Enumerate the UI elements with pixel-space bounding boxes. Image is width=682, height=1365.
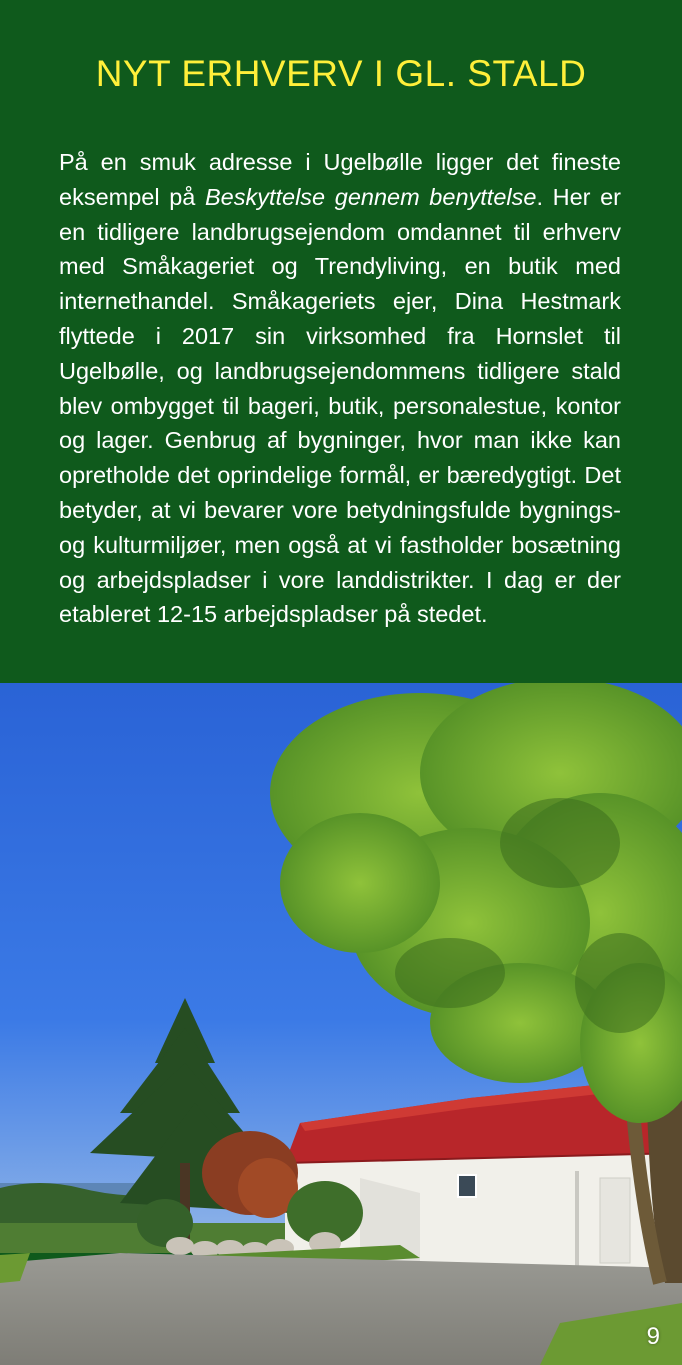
farm-building-photo <box>0 683 682 1365</box>
article-paragraph <box>59 145 621 632</box>
article-text-start: På en smuk adresse i Ugelbølle ligger det fineste eksempel på <box>59 149 621 210</box>
article-body <box>59 145 621 632</box>
article-text-end: . Her er en tidligere landbrugsejendom omdannet til erhverv med Småkageriet og Trendyliving, en butik med internethandel. Småkageriets ejer, Dina Hestmark flyttede i 2017 sin virksomhed fra Hornslet til Ugelbølle, og landbrugsejendommens tidligere stald blev ombygget til bageri, butik, personalestue, kontor og lager. Genbrug af bygninger, hvor man ikke kan opretholde det oprindelige formål, er bæredygtigt. Det betyder, at vi bevarer vore betydningsfulde bygnings- og kulturmiljøer, men også at vi fastholder bosætning og arbejdspladser i vore landdistrikter. I dag er der etableret 12-15 arbejdspladser på stedet. <box>59 183 621 628</box>
page-title: NYT ERHVERV I GL. STALD <box>95 53 587 94</box>
article-italic-phrase: Beskyttelse gennem benyttelse <box>204 183 537 210</box>
page-number: 9 <box>646 1323 660 1350</box>
